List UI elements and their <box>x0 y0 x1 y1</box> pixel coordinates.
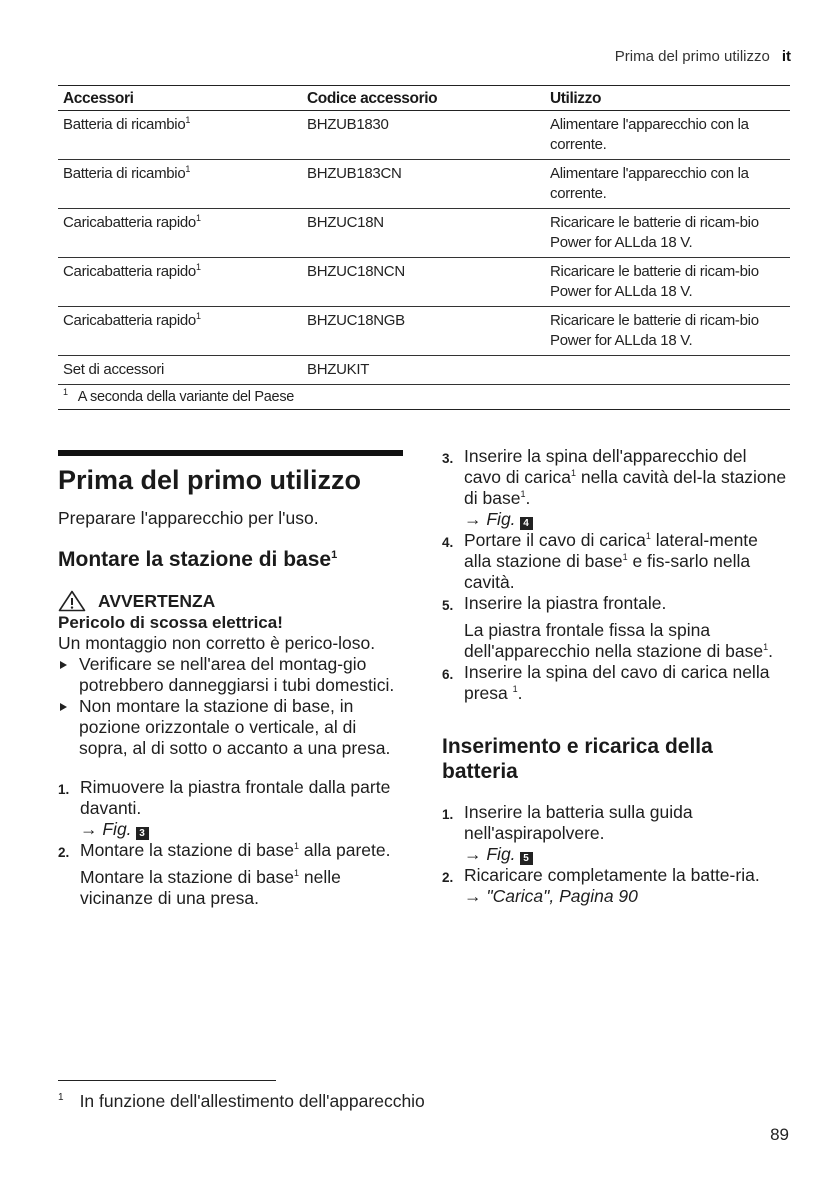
mount-steps-continued <box>442 446 787 614</box>
section-title: Prima del primo utilizzo <box>58 465 362 495</box>
table-footnote-row <box>58 385 790 410</box>
cell-name: Batteria di ricambio$^1$ <box>58 160 302 209</box>
mount-steps <box>58 777 403 861</box>
language-code: it <box>781 48 791 65</box>
cell-code: BHZUC18NCN <box>302 258 545 307</box>
step-item: 5. Inserire la piastra frontale. <box>442 593 667 613</box>
cell-name: Caricabatteria rapido$^1$ <box>58 209 302 258</box>
step-item: 2. Ricaricare completamente la batte-ria. → "Carica", Pagina 90 <box>442 865 760 906</box>
col-header-utilizzo: Utilizzo <box>545 86 790 111</box>
step-note: Montare la stazione di base$^1$ nelle vicinanze di una presa. <box>80 867 341 908</box>
cell-name: Caricabatteria rapido$^1$ <box>58 307 302 356</box>
warning-label: AVVERTENZA <box>98 591 216 611</box>
cell-code: BHZUB1830 <box>302 111 545 160</box>
cell-code: BHZUKIT <box>302 356 545 385</box>
table-header-row <box>58 86 790 111</box>
running-header <box>615 48 791 65</box>
cell-use: Ricaricare le batterie di ricam-bio Power for ALLda 18 V. <box>545 209 790 258</box>
table-footnote: $^1$ A seconda della variante del Paese <box>58 385 790 410</box>
step-item: 1. Inserire la batteria sulla guida nell'aspirapolvere. → Fig. 5 <box>442 802 693 864</box>
cell-use: Alimentare l'apparecchio con la corrente. <box>545 111 790 160</box>
list-item: Non montare la stazione di base, in pozione orizzontale o verticale, al di sopra, al di sotto o accanto a una presa. <box>58 696 403 759</box>
figure-reference: → Fig. 3 <box>80 819 149 839</box>
table-row <box>58 356 790 385</box>
table-row <box>58 307 790 356</box>
table-row <box>58 209 790 258</box>
cell-code: BHZUC18N <box>302 209 545 258</box>
cell-use: Alimentare l'apparecchio con la corrente. <box>545 160 790 209</box>
cell-code: BHZUB183CN <box>302 160 545 209</box>
mount-steps-final <box>442 662 787 704</box>
cell-code: BHZUC18NGB <box>302 307 545 356</box>
figure-number-badge: 3 <box>136 827 149 840</box>
cell-name: Batteria di ricambio$^1$ <box>58 111 302 160</box>
warning-bullets <box>58 654 403 759</box>
cell-name: Set di accessori <box>58 356 302 385</box>
step-note: La piastra frontale fissa la spina dell'apparecchio nella stazione di base$^1$. <box>464 620 773 661</box>
step-item: 6. Inserire la spina del cavo di carica nella presa $^1$. <box>442 662 770 703</box>
left-column <box>58 450 403 909</box>
cell-name: Caricabatteria rapido$^1$ <box>58 258 302 307</box>
accessories-table <box>58 85 790 410</box>
cell-use: Ricaricare le batterie di ricam-bio Power for ALLda 18 V. <box>545 258 790 307</box>
figure-number-badge: 5 <box>520 852 533 865</box>
warning-text: Un montaggio non corretto è perico-loso. <box>58 633 376 653</box>
step-item: 1. Rimuovere la piastra frontale dalla parte davanti. → Fig. 3 <box>58 777 391 839</box>
subsection-title: Montare la stazione di base$^1$ <box>58 548 338 571</box>
table-row <box>58 160 790 209</box>
battery-steps <box>442 802 787 907</box>
section-rule <box>58 450 403 456</box>
warning-header <box>58 590 403 612</box>
right-column <box>442 446 787 907</box>
col-header-accessori: Accessori <box>58 86 302 111</box>
list-item: Verificare se nell'area del montag-gio potrebbero danneggiarsi i tubi domestici. <box>58 654 403 696</box>
table-row <box>58 111 790 160</box>
figure-number-badge: 4 <box>520 517 533 530</box>
page-reference: → "Carica", Pagina 90 <box>464 886 638 906</box>
subsection-title-battery: Inserimento e ricarica della batteria <box>442 735 713 783</box>
table-row <box>58 258 790 307</box>
footnote: $^1$ In funzione dell'allestimento dell'apparecchio <box>58 1091 425 1111</box>
warning-title: Pericolo di scossa elettrica! <box>58 613 283 632</box>
figure-reference: → Fig. 4 <box>464 509 533 529</box>
col-header-codice: Codice accessorio <box>302 86 545 111</box>
step-item: 2. Montare la stazione di base$^1$ alla parete. <box>58 840 391 860</box>
warning-triangle-icon <box>58 590 86 612</box>
header-title: Prima del primo utilizzo <box>614 48 770 65</box>
footnote-rule <box>58 1080 276 1081</box>
step-item: 3. Inserire la spina dell'apparecchio del cavo di carica$^1$ nella cavità del-la stazione di base$^1$. → Fig. 4 <box>442 446 787 529</box>
intro-text: Preparare l'apparecchio per l'uso. <box>58 508 319 528</box>
figure-reference: → Fig. 5 <box>464 844 533 864</box>
page-number: 89 <box>770 1125 789 1144</box>
cell-use <box>545 356 790 385</box>
step-item: 4. Portare il cavo di carica$^1$ lateral-mente alla stazione di base$^1$ e fis-sarlo nella cavità. <box>442 530 758 592</box>
cell-use: Ricaricare le batterie di ricam-bio Power for ALLda 18 V. <box>545 307 790 356</box>
